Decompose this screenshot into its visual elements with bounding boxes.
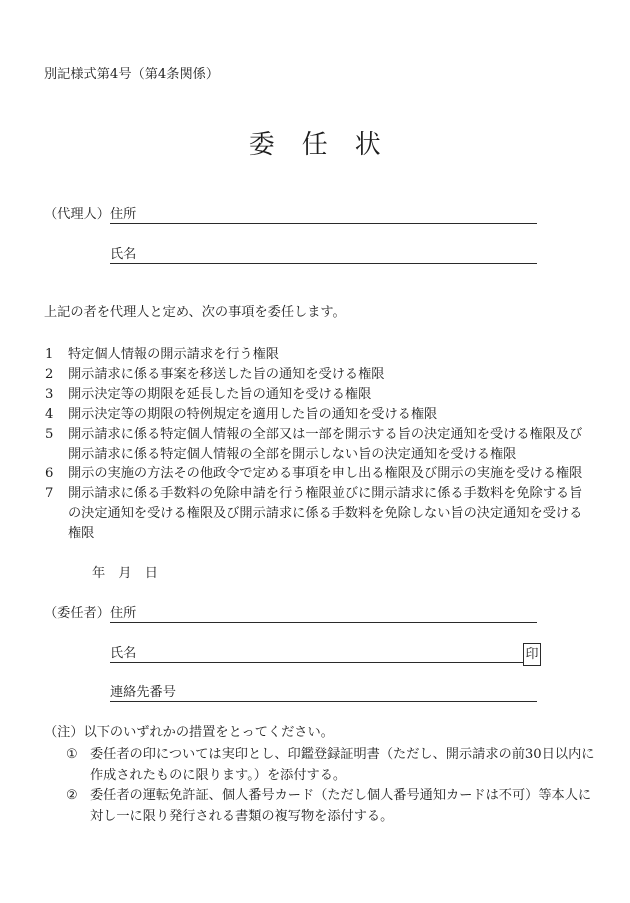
agent-label: （代理人） [44,207,110,222]
authority-list [45,345,582,544]
item-number: 7 [45,486,54,502]
item-number: 3 [45,386,54,402]
list-item [45,464,582,484]
item-number: 4 [45,406,54,422]
list-item [45,405,582,425]
form-reference: 別記様式第4号（第4条関係） [44,67,220,82]
item-text: 開示決定等の期限の特例規定を適用した旨の通知を受ける権限 [68,406,438,422]
item-number: 5 [45,426,54,442]
item-text: 特定個人情報の開示請求を行う権限 [68,347,279,362]
agent-address-field [110,207,537,224]
agent-name-field [110,247,537,264]
note-marker: ① [66,747,78,762]
principal-contact-label: 連絡先番号 [110,685,176,700]
note-marker: ② [66,788,78,803]
note-text-continued: 対し一に限り発行される書類の複写物を添付する。 [90,808,394,824]
seal-mark: 印 [523,643,541,666]
item-text-continued: 開示請求に係る特定個人情報の全部を開示しない旨の決定通知を受ける権限 [68,446,517,462]
notes-intro: 以下のいずれかの措置をとってください。 [83,725,334,740]
agent-name-label: 氏名 [110,247,137,262]
notes-heading [44,724,334,742]
item-text: 開示決定等の期限を延長した旨の通知を受ける権限 [68,386,372,402]
document-title: 委 任 状 [248,130,382,160]
principal-contact-field [110,685,537,702]
principal-address-label: 住所 [110,606,137,621]
notes-list [66,745,594,827]
note-text: 委任者の印については実印とし、印鑑登録証明書（ただし、開示請求の前30日以内に [90,747,595,762]
principal-label: （委任者） [44,606,110,621]
item-text-continued: の決定通知を受ける権限及び開示請求に係る手数料を免除しない旨の決定通知を受ける [68,506,583,522]
note-text-continued: 作成されたものに限ります。）を添付する。 [90,767,347,783]
item-text: 開示請求に係る手数料の免除申請を行う権限並びに開示請求に係る手数料を免除する旨 [68,486,583,502]
note-item [66,745,594,786]
list-item [45,365,582,385]
item-text-continued: 権限 [68,526,95,542]
item-text: 開示の実施の方法その他政令で定める事項を申し出る権限及び開示の実施を受ける権限 [68,466,583,482]
list-item [45,385,582,405]
item-number: 1 [45,347,54,362]
notes-label: （注） [44,725,84,740]
principal-name-field [110,646,523,663]
agent-address-label: 住所 [110,207,137,222]
item-number: 2 [45,366,54,382]
date-line: 年 月 日 [92,566,158,581]
list-item [45,484,582,544]
item-text: 開示請求に係る特定個人情報の全部又は一部を開示する旨の決定通知を受ける権限及び [68,426,583,442]
principal-address-field [110,606,537,623]
note-item [66,786,594,827]
list-item [45,425,582,465]
delegation-statement: 上記の者を代理人と定め、次の事項を委任します。 [44,305,346,320]
list-item [45,345,582,365]
item-text: 開示請求に係る事案を移送した旨の通知を受ける権限 [68,366,385,382]
note-text: 委任者の運転免許証、個人番号カード（ただし個人番号通知カードは不可）等本人に [90,788,592,803]
item-number: 6 [45,466,54,482]
principal-name-label: 氏名 [110,646,137,661]
